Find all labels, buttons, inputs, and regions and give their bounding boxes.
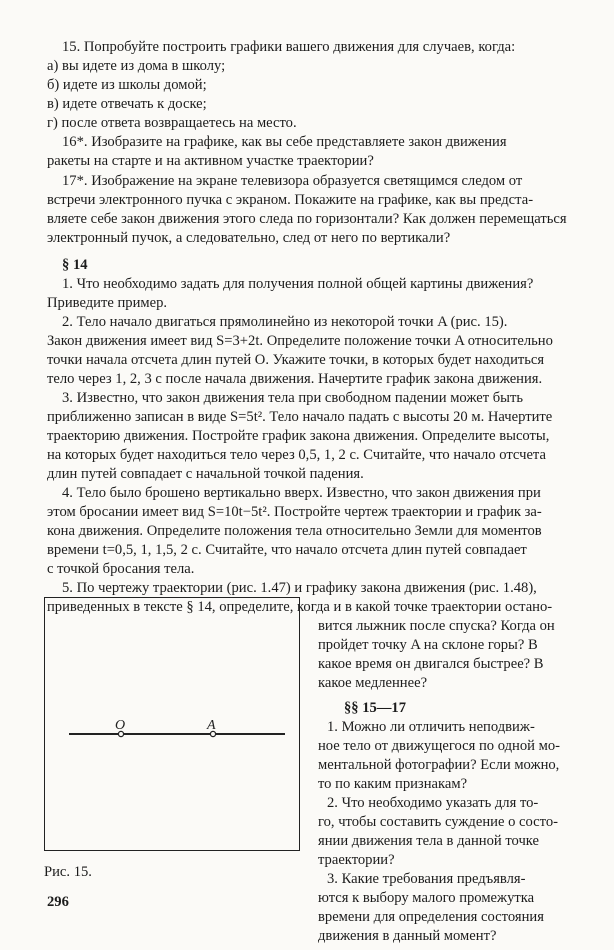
s14-line: тело через 1, 2, 3 с после начала движения. Начертите график закона движения. — [47, 371, 543, 387]
right-col-line: пройдет точку A на склоне горы? В — [318, 637, 538, 653]
s14-line: приближенно записан в виде S=5t². Тело начало падать с высоты 20 м. Начертите — [47, 409, 553, 425]
s14-line: времени t=0,5, 1, 1,5, 2 с. Считайте, что начало отсчета длин путей совпадает — [47, 542, 527, 558]
problem-17: 17*. Изображение на экране телевизора образуется светящимся следом от — [62, 173, 523, 189]
s14-line: Закон движения имеет вид S=3+2t. Определите положение точки A относительно — [47, 333, 553, 349]
problem-17-l2: встречи электронного пучка с экраном. Покажите на графике, как вы предста- — [47, 192, 534, 208]
s14-line: кона движения. Определите положения тела относительно Земли для моментов — [47, 523, 542, 539]
label-o: O — [115, 718, 126, 733]
s14-line: точки начала отсчета длин путей O. Укажите точки, в которых будет находиться — [47, 352, 545, 368]
s14-line: на которых будет находиться тело через 0,5, 1, 2 с. Считайте, что начало отсчета — [47, 447, 546, 463]
figure-caption: Рис. 15. — [44, 864, 92, 880]
problem-17-l3: вляете себе закон движения этого следа по горизонтали? Как должен перемещаться — [47, 211, 567, 227]
s14-line: с точкой бросания тела. — [47, 561, 195, 577]
right-col-line: траектории? — [318, 852, 395, 868]
right-col-line: 2. Что необходимо указать для то- — [327, 795, 539, 811]
figure-15-frame — [44, 597, 300, 851]
right-col-line: то по каким признакам? — [318, 776, 468, 792]
problem-15-b: б) идете из школы домой; — [47, 77, 207, 93]
right-col-line: движения в данный момент? — [318, 928, 497, 944]
s14-line: 2. Тело начало двигаться прямолинейно из некоторой точки A (рис. 15). — [62, 314, 508, 330]
right-col-line: ются к выбору малого промежутка — [318, 890, 535, 906]
section-heading-14: § 14 — [62, 257, 88, 273]
right-col-line: времени для определения состояния — [318, 909, 544, 925]
s14-line: траекторию движения. Постройте график закона движения. Определите высоты, — [47, 428, 550, 444]
right-col-line: го, чтобы составить суждение о состо- — [318, 814, 558, 830]
s14-line: 4. Тело было брошено вертикально вверх. Известно, что закон движения при — [62, 485, 541, 501]
right-col-line: ментальной фотографии? Если можно, — [318, 757, 560, 773]
label-a: A — [207, 718, 216, 733]
right-col-line: какое медленнее? — [318, 675, 428, 691]
problem-16-cont: ракеты на старте и на активном участке траектории? — [47, 153, 374, 169]
right-col-line: ное тело от движущегося по одной мо- — [318, 738, 560, 754]
right-col-line: янии движения тела в данной точке — [318, 833, 539, 849]
page-number: 296 — [47, 894, 69, 910]
problem-15-c: в) идете отвечать к доске; — [47, 96, 207, 112]
right-col-line: вится лыжник после спуска? Когда он — [318, 618, 555, 634]
s14-line: 1. Что необходимо задать для получения полной общей картины движения? — [62, 276, 534, 292]
s14-line: приведенных в тексте § 14, определите, когда и в какой точке траектории остано- — [47, 599, 553, 615]
right-col-line: 3. Какие требования предъявля- — [327, 871, 526, 887]
problem-15-d: г) после ответа возвращаетесь на место. — [47, 115, 297, 131]
s14-line: этом бросании имеет вид S=10t−5t². Постройте чертеж траектории и график за- — [47, 504, 542, 520]
right-col-line: 1. Можно ли отличить неподвиж- — [327, 719, 535, 735]
s14-line: Приведите пример. — [47, 295, 168, 311]
trajectory-diagram — [45, 598, 299, 850]
problem-15: 15. Попробуйте построить графики вашего движения для случаев, когда: — [62, 39, 516, 55]
s14-line: 3. Известно, что закон движения тела при свободном падении может быть — [62, 390, 524, 406]
problem-17-l4: электронный пучок, а следовательно, след от него по вертикали? — [47, 230, 451, 246]
s14-line: 5. По чертежу траектории (рис. 1.47) и графику закона движения (рис. 1.48), — [62, 580, 537, 596]
problem-16: 16*. Изобразите на графике, как вы себе представляете закон движения — [62, 134, 507, 150]
s14-line: длин путей совпадает с начальной точкой падения. — [47, 466, 364, 482]
right-col-line: какое время он двигался быстрее? В — [318, 656, 544, 672]
section-heading-15-17: §§ 15—17 — [344, 700, 407, 716]
problem-15-a: а) вы идете из дома в школу; — [47, 58, 226, 74]
